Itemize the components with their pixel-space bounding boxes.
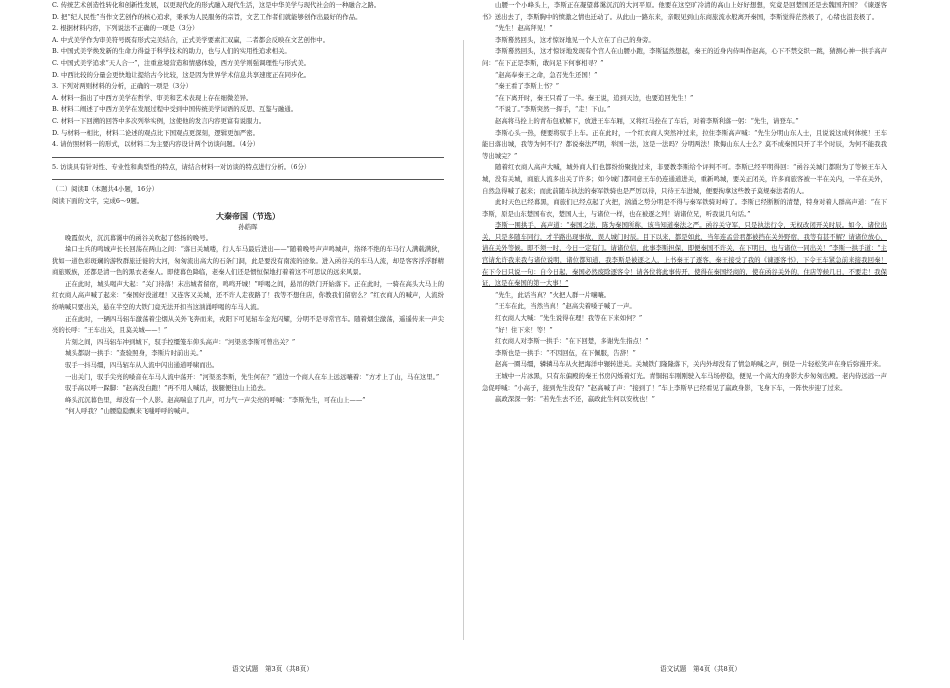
article-paragraph: “在下离开时，秦王只看了一半。秦王说，追到天边，也要追回先生！”: [495, 93, 694, 102]
right-page: [482, 0, 887, 688]
article-paragraph: 驭手一抖马缰，四马轺车从人流中闪出通道呼啸而出。: [65, 361, 219, 370]
article-paragraph: 李斯也是一拱手：“不因回伍，在下佩服，告辞！”: [495, 348, 636, 357]
article-paragraph: 嬴政深深一躬：“若先生去不还，嬴政此生何以安枕也！”: [495, 395, 655, 404]
article-paragraph: 王城中一片冰黑，只有东偏殿的秦王书房闪烁着灯光。青铜轺车刚刚驶入车马场停稳，便见一个高大的身影大步匆匆出殿。老内侍远远一声急促呼喊：“小高子，接到先生没有？”赵高喊了声：“接到了！”车上李斯早已经看见了嬴政身影，飞身下车，一阵快步迎了过来。: [482, 372, 887, 392]
article-paragraph: “好！住下来！等！”: [495, 325, 553, 334]
page-footer-left: 语文试题 第3页（共8页）: [232, 665, 313, 673]
article-paragraph: “先生，此话当真？”火把人群一片嚷嚷。: [495, 290, 611, 299]
answer-line: [52, 173, 444, 180]
question-3: 3. 下列对两则材料的分析，正确的一项是（3分）: [52, 82, 193, 91]
article-paragraph: 峰头沉沉暮色里，却没有一个人影。赵高喘息了几声，可力气一声尖亮的呼喊：“李斯先生，可在山上——”: [65, 395, 366, 404]
article-paragraph: 城头都尉一拱手：“查验照身，李斯片时前出关。”: [65, 349, 203, 358]
question-2: 2. 根据材料内容，下列说法不正确的一项是（3分）: [52, 24, 199, 33]
article-paragraph: 赵高将马拴上的青布包袱解下，放进王车车厢，又将红马拴在了车后，对着李斯利落一躬：“先生，请登车。”: [495, 116, 799, 125]
article-paragraph: “何人呼我？”山腰隐隐飘来飞嗤呼呼的喊声。: [65, 407, 193, 416]
q3-option-a: A. 材料一指出了中西方美学在哲学、审美和艺术表现上存在细微差异。: [52, 93, 253, 102]
article-paragraph: 晚霞似火，沉沉暮霭中的函谷关吹起了悠扬的晚号。: [65, 233, 212, 242]
question-4: 4. 请仿照材料一的形式，以材料二为主要内容设计两个访谈问题。（4分）: [52, 140, 260, 149]
article-paragraph: 片刻之间，四马轺车冲到城下，驭手控缰笼车仰头高声：“河渠丞李斯可曾出关？”: [65, 337, 296, 346]
option-d: D. 把“纪人民性”当作文艺创作的核心追求，秉承为人民服务的宗旨，文艺工作者们就能够创作出最好的作品。: [52, 12, 362, 21]
article-paragraph: 一出关门，驭手尖亮的嗓音在车马人流中荡开：“河渠丞李斯，先生何在？”道边一个商人在车上远远嚷着：“方才上了山，马在这里。”: [65, 372, 440, 381]
article-paragraph: “秦王看了李斯上书？”: [495, 82, 560, 91]
article-paragraph: 李斯心头一热，便要将驭手上车。正在此时，一个红衣商人突然冲过来，拉住李斯高声喊：“先生分明山东人士，且说说这成何体统！王车能日落出城，我等为何不行？都说秦法严明，举国一法，这是一法吗？分明两法！欺侮山东人士么？莫不成秦国只开了半个时辰，为何不能我我等出城完？”: [482, 128, 887, 160]
q3-option-d: D. 与材料一相比，材料二论述的观点比下国观点更深刻，逻辑更加严密。: [52, 128, 260, 137]
section-instruction: 阅读下面的文字，完成6～9题。: [52, 196, 144, 205]
article-paragraph: 此时天色已经暮黑，商旅们已经点起了火把，汹涌之势分明是不得与秦军铁骑对峙了。李斯已经断断的清楚，特身对着人群高声道：“在下李斯，原是山东楚国布衣，楚国人士，与诸位一样，也在被逐之列！请诸位兄，听我说几句话。”: [482, 198, 887, 218]
article-paragraph: 红衣商人对李斯一拱手：“在下回楚，多谢先生指点！”: [495, 337, 649, 346]
q2-option-a: A. 中式美学作为审美符号既有形式完美结合，正式美学要素汇双赢，二者都会反映在文艺创作中。: [52, 35, 330, 44]
left-page: [52, 0, 444, 688]
article-paragraph: “王车在此，当然当真！”赵高尖着嗓子喊了一声。: [495, 302, 636, 311]
section-heading: （二）阅读Ⅱ（本题共4小题，16分）: [52, 185, 159, 194]
article-paragraph: 赵高一圈马缰，辚辚马车从火把海洋中辗转进关。关城铁门隆隆落下，关内外却没有了情急呐喊之声，倒是一片轻松笑声在身后弥漫开来。: [495, 360, 885, 369]
article-paragraph: 随着红衣商人高声大喊，城外商人们也都纷纷聚拢过来，非要教李斯给个评判不可。李斯已经平明得回：“函谷关城门都附为了等候王车入城，没有关城，商旅人流多出关了许多；如今城门都同意王车仍连通道进关，重新鸣城，要关正闭关，许多商旅客被一半在关内，一半在关外，自然急得喊了起来；而此前随车执法的秦军铁骑也是严厉以待，只待王车进城，便要拘拿这些教子莫规秦法者的人。: [482, 163, 887, 195]
q2-option-b: B. 中国式美学焕发新的生命力得益于科学技术的助力，也与人们的实用性追求相关。: [52, 47, 291, 56]
article-paragraph: “先生！赵高拜见！”: [495, 24, 553, 33]
article-title: 大秦帝国（节选）: [216, 210, 280, 221]
question-5: 5. 访谈具有针对性、专业性和典型性的特点，请结合材料一对访谈的特点进行分析。（6分）: [52, 162, 311, 171]
option-c: C. 传统艺术创造性转化和创新性发展，以更现代化的形式融入现代生活，这是中华美学与现代社会的一种融合之路。: [52, 1, 381, 9]
article-author: 孙皓晖: [238, 222, 258, 231]
q2-option-c: C. 中国式美学追求“天人合一”，注重意境营造和情感体验，西方美学则强调理性与形式美。: [52, 58, 311, 67]
answer-line: [52, 151, 444, 158]
article-paragraph: 正在此时，城头喝声大起：“关门待落！末出城者留宿，鸣鸣开城！”呼喝之间，悬吊的铁门开始落下。正在此时，一骑在高头大马上的红衣商人高声喊了起来：“秦国好没道理！又连客又关城，还不许人走夜路了！我等不想住店，你教我们留宿么？”红衣商人的喊声，人流纷纷呐喊只要出关，悬在半空的大铁门竟无法开扣当这汹涌呼喝的车马人流。: [52, 279, 444, 312]
article-paragraph: 红衣商人大喊：“先生说得在理！我等在下来如何？”: [495, 314, 643, 323]
column-divider: [463, 40, 464, 640]
page-footer-right: 语文试题 第4页（共8页）: [660, 665, 741, 673]
article-paragraph: 驭手高以呼一跺脚：“赵高没白跑！”再不用人喊话，拔腿便往山上追去。: [65, 384, 270, 393]
q3-option-b: B. 材料二阐述了中西方美学在发展过程中受到中国传统美学词语的反思、互鉴与融通。: [52, 105, 298, 114]
article-paragraph: 山腰一个小峰头上，李斯正在凝望暮霭沉沉的大河平原。他要在这空旷冷清的高山上好好想想，究竟是回楚国还是去魏国齐国？《谏逐客书》送出去了，李斯胸中的愤激之情也迁动了。从此山一路东来，亲眼见到山东商旅流水般离开秦国，李斯觉得茫然极了，心绪也沮丧极了。: [482, 1, 887, 21]
article-paragraph: 正在此时，一辆四马轺车激荡着尘烟从关外飞奔而来，戎阳下可见轺车金光闪耀，分明不是寻常官车。随着烟尘激荡，遥遥传来一声尖亮的长呼：“王车出关，且莫关城——！”: [52, 314, 444, 335]
article-paragraph: “不说了。”李斯突然一挥手，“走！下山。”: [495, 105, 611, 114]
article-paragraph: 垛口士兵的鸣城声长长回荡在两山之间：“落日关城喽，行人车马最后进出——”随着晚号声声鸣城声，络绎不绝的车马行人满载满狄，犹如一道色彩斑斓的游牧群旅迁徙的大河，匆匆流出高大的石条门洞，此是要没有南流的迹象。进入函谷关的车马人流，却是客客浮浮群精商旅贩族，还都是清一色的黑衣老秦人。即使暮色降临，老秦人们还是惯恒保地打着着这不可思议的远来风景。: [52, 245, 444, 277]
article-paragraph: 李斯蓦然回头，这才惊讶地发现有个宫人在山腰小跑，李斯猛然想起，秦王的近身内侍叫作赵高，心下不禁交织一跳，猜测心神一拱手高声问：“在下正是李斯，敢问足下何事相寻？”: [482, 47, 887, 67]
q3-option-c: C. 材料一下回溯的回答中多次列举实例，这使他的发言内容更富有说服力。: [52, 116, 266, 125]
q2-option-d: D. 中西比较的分量会更快地让提给古今比较，这是因为世界学术信息共享速度正在同步化。: [52, 70, 311, 79]
article-paragraph: 李斯蓦然回头，这才惊讶地见一个人立在了自己的身旁。: [495, 35, 655, 44]
article-paragraph-underlined: 李斯一围拱手，高声道：“秦国之法，陈为秦国所称，该当知道秦法之严。函谷关守军，只是执法行令，无权改闭开关时辰。如今，诸位出关，只是多随车同行，才半路出现事故，误人城门时辰。目下以来，都是如此，当年连孟尝君都被挡在关外野宿，我等有甚不解？请诸位放心，请在关外等候。即不须一时，今日一定有门。请诸位信，此事李斯担保，即便秦国不许关，在下明日，也与诸位一同出关！”李斯一拱手道：“主官请允许我来我与诸位说明，诸位都知道，我李斯是被逐之人，上书秦王了逐客，秦王接受了我的《谏逐客书》，下令王车紧急前来接我回秦！在下今日只说一句：自今日起，秦国必然废除逐客令！请各位将此事传开，使得在秦国经商的，使在函谷关外的，住店等候几日，不要走！我保证，这是在秦国的第一大事！”: [482, 221, 887, 288]
article-paragraph: “赵高奉秦王之命，急召先生还国！”: [495, 70, 598, 79]
